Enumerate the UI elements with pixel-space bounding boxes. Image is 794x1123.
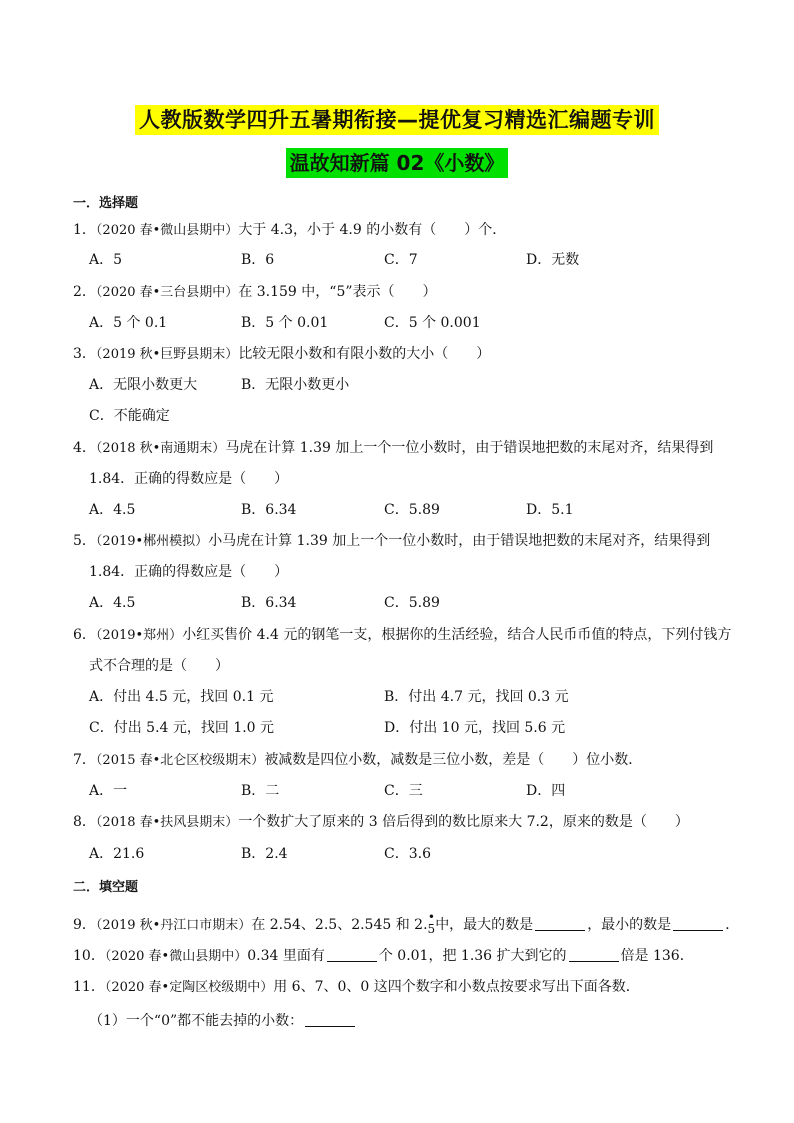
option-a: A．无限小数更大 (89, 377, 198, 393)
option-c: C．5 个 0.001 (384, 315, 481, 331)
question-text: 被减数是四位小数，减数是三位小数，差是（ ）位小数． (264, 752, 643, 768)
question-number: 11． (73, 979, 105, 995)
question-source: （2018 春•扶风县期末） (95, 815, 239, 830)
question-4 (73, 437, 733, 457)
section-fill: 二．填空题 (73, 880, 139, 895)
question-source: （2015 春•北仑区校级期末） (95, 753, 265, 768)
option-b: B．6.34 (241, 595, 297, 611)
question-text: 小红买售价 4.4 元的钢笔一支，根据你的生活经验，结合人民币币值的特点，下列付钱方 (182, 627, 732, 643)
option-c: C．7 (384, 252, 418, 268)
question-source: （2019•郑州） (95, 628, 183, 643)
option-b: B．2.4 (241, 846, 288, 862)
option-c: C．不能确定 (89, 408, 170, 424)
question-number: 7． (73, 752, 96, 768)
question-number: 8． (73, 814, 96, 830)
question-number: 4． (73, 440, 96, 456)
question-text: 大于 4.3，小于 4.9 的小数有（ ）个． (238, 222, 507, 238)
question-source: （2020 春•三台县期中） (95, 285, 239, 300)
question-text: 比较无限小数和有限小数的大小（ ） (238, 346, 491, 362)
page-title: 人教版数学四升五暑期衔接—提优复习精选汇编题专训 (135, 105, 659, 135)
option-a: A．4.5 (89, 502, 136, 518)
question-number: 10． (73, 948, 105, 964)
question-3 (73, 343, 733, 363)
question-text: 用 6、7、0、0 这四个数字和小数点按要求写出下面各数． (273, 979, 640, 995)
question-2 (73, 281, 733, 301)
question-source: （2019•郴州模拟） (95, 534, 209, 549)
option-d: D．四 (526, 783, 566, 799)
question-text: 在 3.159 中，“5”表示（ ） (238, 284, 437, 300)
question-source: （2020 春•定陶区校级期中） (104, 980, 274, 995)
option-c: C．5.89 (384, 502, 440, 518)
option-a: A．付出 4.5 元，找回 0.1 元 (89, 689, 274, 705)
question-11-sub1: （1）一个“0”都不能去掉的小数： (89, 1010, 749, 1030)
option-b: B．二 (241, 783, 280, 799)
question-number: 5． (73, 533, 96, 549)
option-a: A．5 个 0.1 (89, 315, 168, 331)
question-5-cont: 1.84．正确的得数应是（ ） (89, 564, 289, 580)
question-5 (73, 530, 733, 550)
option-a: A．5 (89, 252, 123, 268)
question-source: （2018 秋•南通期末） (95, 441, 226, 456)
option-a: A．一 (89, 783, 128, 799)
answer-blank[interactable] (673, 916, 723, 931)
option-a: A．4.5 (89, 595, 136, 611)
option-d: D．5.1 (526, 502, 574, 518)
option-b: B．付出 4.7 元，找回 0.3 元 (384, 689, 569, 705)
answer-blank[interactable] (569, 947, 619, 962)
question-6-cont: 式不合理的是（ ） (89, 658, 229, 674)
question-number: 6． (73, 627, 96, 643)
question-11 (73, 976, 733, 996)
question-7 (73, 749, 733, 769)
question-source: （2019 秋•丹江口市期末） (95, 918, 252, 933)
question-8 (73, 811, 733, 831)
subtitle-line (0, 147, 794, 176)
answer-blank[interactable] (327, 947, 377, 962)
answer-blank[interactable] (305, 1012, 355, 1027)
question-text: 小马虎在计算 1.39 加上一个一位小数时，由于错误地把数的末尾对齐，结果得到 (208, 533, 711, 549)
question-text: 马虎在计算 1.39 加上一个一位小数时，由于错误地把数的末尾对齐，结果得到 (225, 440, 714, 456)
option-c: C．付出 5.4 元，找回 1.0 元 (89, 720, 275, 736)
option-d: D．付出 10 元，找回 5.6 元 (384, 720, 566, 736)
page-subtitle: 温故知新篇 02《小数》 (286, 148, 509, 178)
option-c: C．3.6 (384, 846, 431, 862)
repeat-dot: • (427, 910, 435, 924)
question-source: （2020 春•微山县期中） (95, 223, 239, 238)
question-source: （2019 秋•巨野县期末） (95, 347, 239, 362)
option-b: B．6.34 (241, 502, 297, 518)
question-10: 10．（2020 春•微山县期中）0.34 里面有 个 0.01，把 1.36 扩大到它的 倍是 136． (73, 948, 694, 964)
section-choice: 一．选择题 (73, 196, 139, 211)
option-c: C．三 (384, 783, 423, 799)
question-number: 9． (73, 917, 96, 933)
title-line (0, 104, 794, 134)
question-6 (73, 624, 733, 644)
question-text: 在 2.54、2.5、2.545 和 2. (251, 917, 428, 933)
question-1 (73, 219, 733, 239)
option-b: B．6 (241, 252, 275, 268)
option-d: D．无数 (526, 252, 580, 268)
option-b: B．5 个 0.01 (241, 315, 329, 331)
question-number: 2． (73, 284, 96, 300)
question-9: 9．（2019 秋•丹江口市期末）在 2.54、2.5、2.545 和 2. • 5中，最大的数是 ，最小的数是 ． (73, 910, 740, 936)
answer-blank[interactable] (535, 916, 585, 931)
question-text: 一个数扩大了原来的 3 倍后得到的数比原来大 7.2，原来的数是（ ） (238, 814, 689, 830)
question-number: 1． (73, 222, 96, 238)
question-source: （2020 春•微山县期中） (104, 949, 248, 964)
question-number: 3． (73, 346, 96, 362)
option-a: A．21.6 (89, 846, 145, 862)
option-b: B．无限小数更小 (241, 377, 350, 393)
question-4-cont: 1.84．正确的得数应是（ ） (89, 471, 289, 487)
repeating-digit: • 5 (427, 910, 436, 936)
option-c: C．5.89 (384, 595, 440, 611)
